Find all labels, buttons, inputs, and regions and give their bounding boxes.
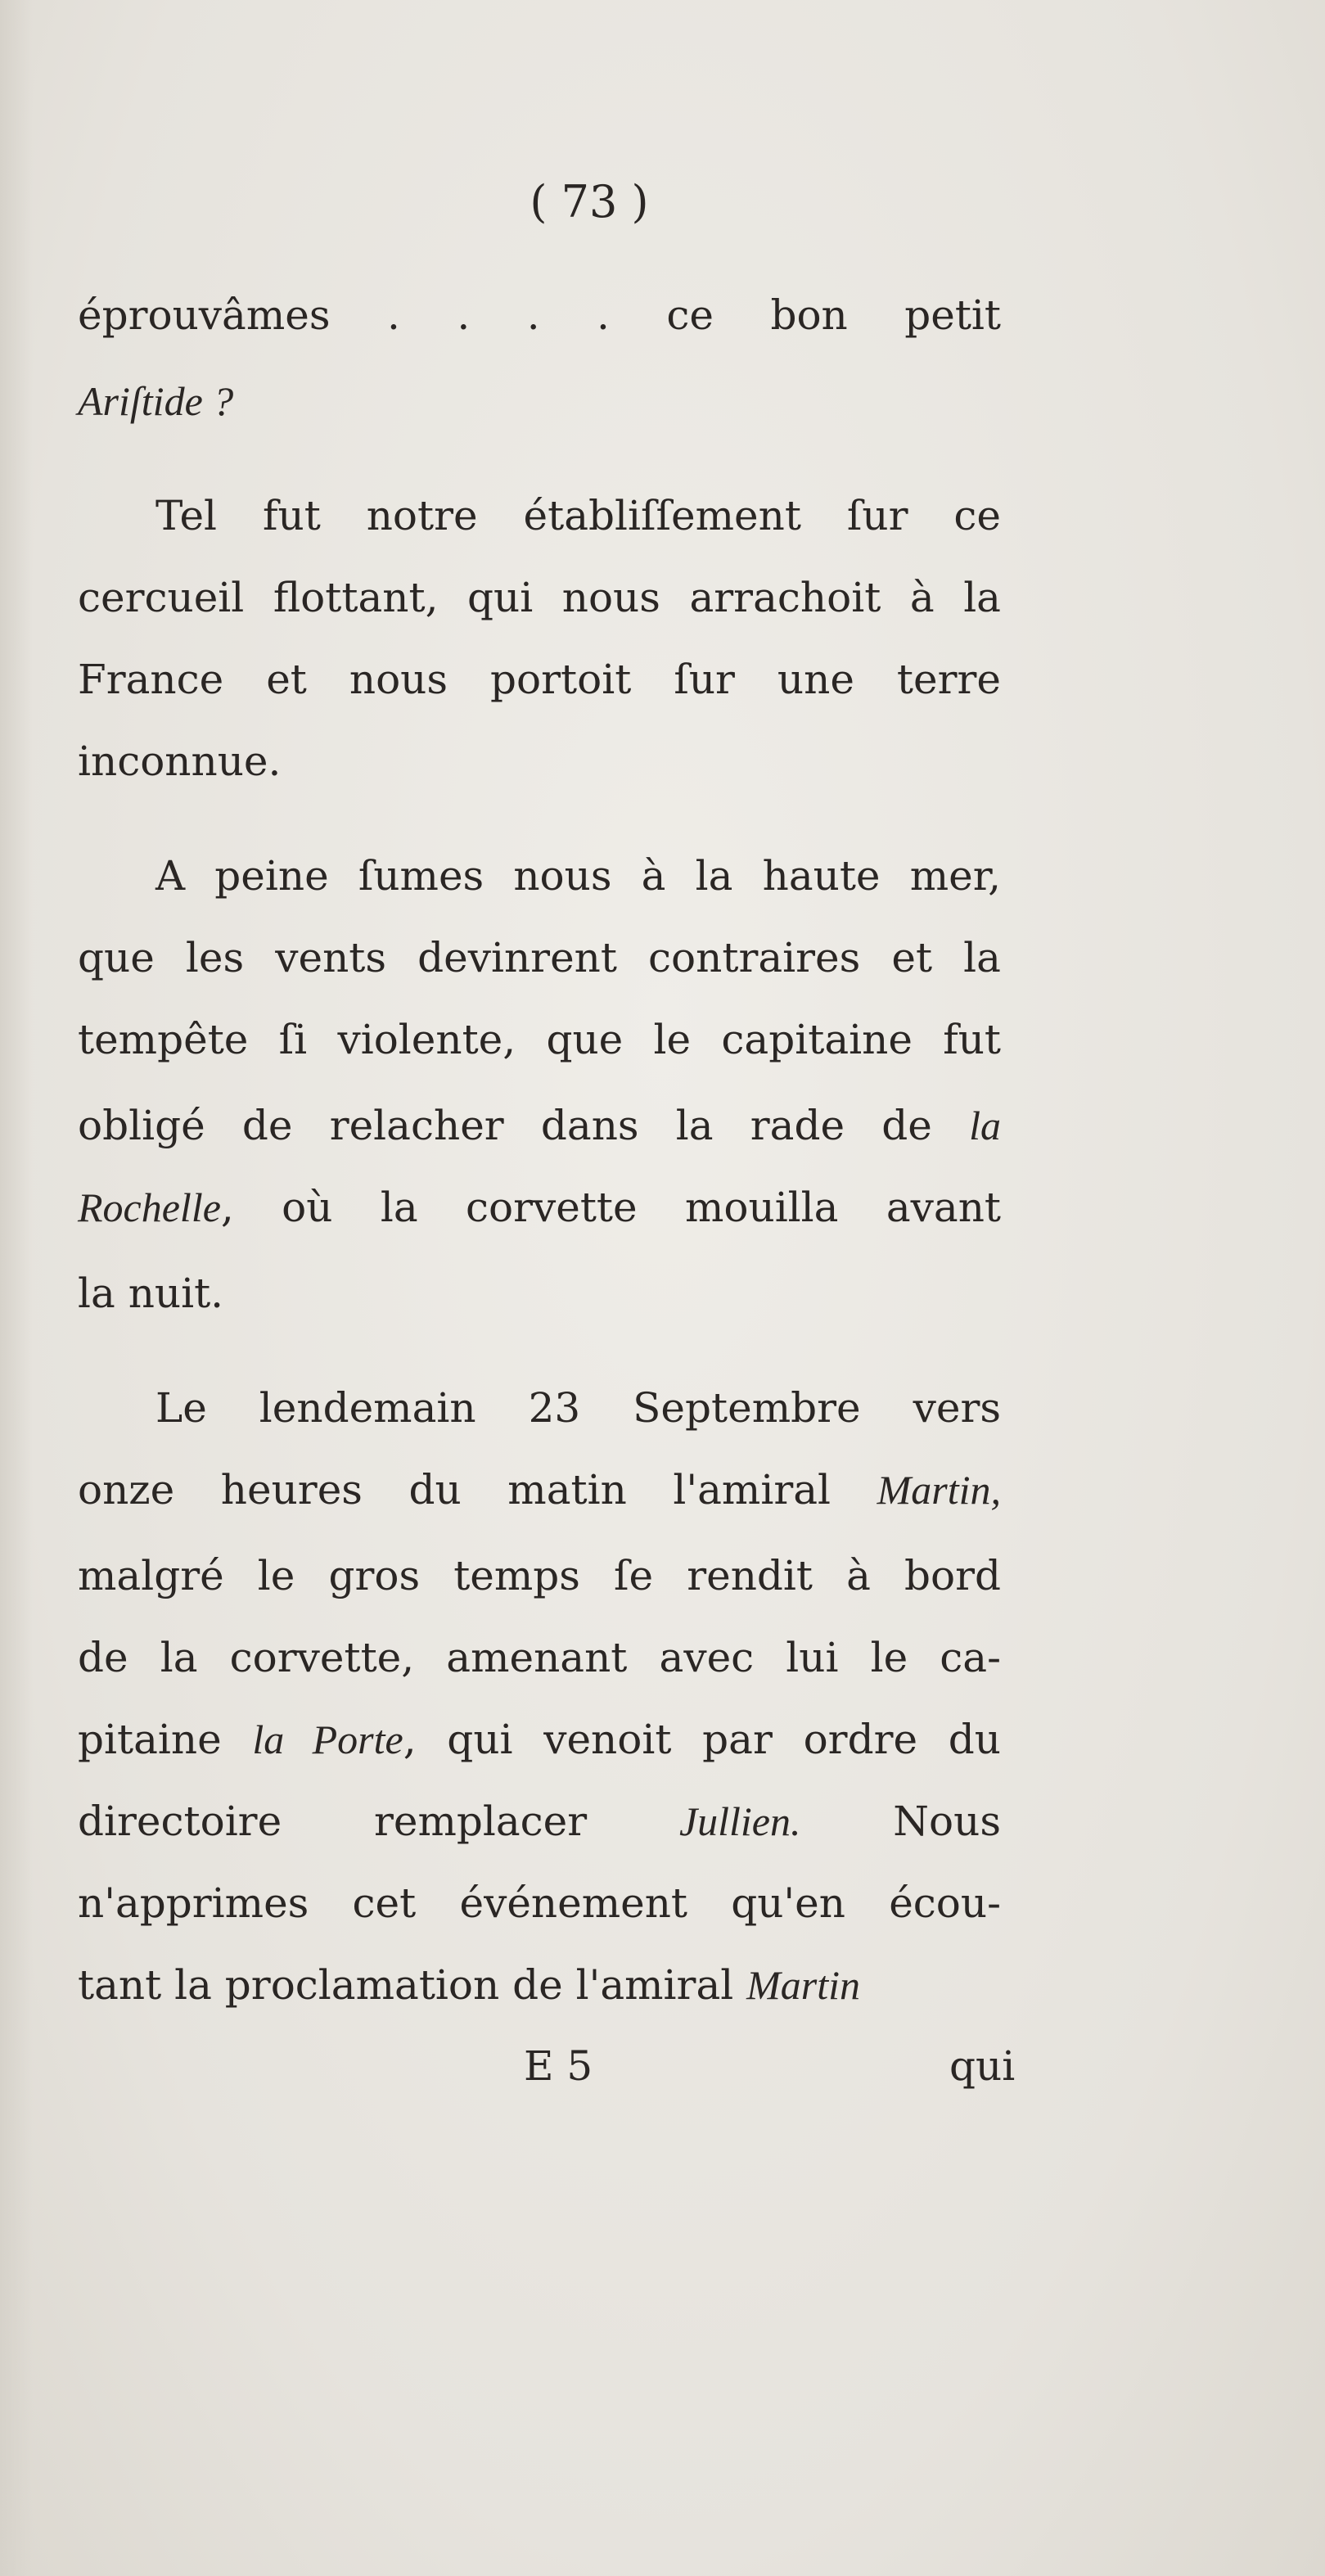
italic-text: Rochelle bbox=[78, 1184, 221, 1230]
text-segment: éprouvâmes . . . . ce bon petit bbox=[78, 291, 1001, 339]
text-line bbox=[78, 933, 1001, 982]
text-line bbox=[78, 1269, 1001, 1318]
text-line bbox=[155, 1383, 1001, 1432]
text-line bbox=[78, 1715, 1001, 1764]
text-segment: inconnue. bbox=[78, 738, 282, 785]
page-gutter-shadow bbox=[0, 0, 33, 2576]
text-line bbox=[78, 1465, 1001, 1514]
italic-text: Martin, bbox=[877, 1467, 1001, 1513]
text-line bbox=[78, 1960, 1001, 2010]
text-line bbox=[78, 1633, 1001, 1682]
text-line bbox=[78, 1183, 1001, 1232]
italic-text: la bbox=[969, 1103, 1001, 1148]
text-line bbox=[155, 491, 1001, 540]
italic-text: Jullien. bbox=[678, 1798, 801, 1844]
text-segment: pitaine bbox=[78, 1716, 253, 1763]
text-segment: la nuit. bbox=[78, 1270, 224, 1317]
catchword: qui bbox=[949, 2042, 1016, 2090]
italic-text: Martin bbox=[746, 1962, 861, 2008]
text-segment: , où la corvette mouilla avant bbox=[220, 1184, 1001, 1231]
text-line bbox=[78, 1015, 1001, 1064]
text-line bbox=[78, 737, 1001, 786]
text-segment: obligé de relacher dans la rade de bbox=[78, 1102, 970, 1149]
text-segment: Nous bbox=[800, 1798, 1001, 1845]
text-segment: n'apprimes cet événement qu'en écou- bbox=[78, 1879, 1001, 1927]
text-line bbox=[78, 1797, 1001, 1846]
text-line bbox=[78, 377, 1001, 426]
text-line bbox=[78, 1101, 1001, 1150]
text-line bbox=[78, 291, 1001, 340]
text-segment: de la corvette, amenant avec lui le ca- bbox=[78, 1634, 1001, 1681]
text-segment: tant la proclamation de l'amiral bbox=[78, 1961, 747, 2009]
italic-text: la Porte bbox=[252, 1717, 403, 1762]
text-segment: tempête ſi violente, que le capitaine fut bbox=[78, 1016, 1001, 1063]
text-segment: malgré le gros temps ſe rendit à bord bbox=[78, 1552, 1001, 1599]
text-line bbox=[155, 851, 1001, 900]
text-segment: , qui venoit par ordre du bbox=[403, 1716, 1002, 1763]
italic-text: Ariſtide ? bbox=[78, 378, 234, 424]
text-line bbox=[78, 655, 1001, 704]
text-segment: onze heures du matin l'amiral bbox=[78, 1466, 877, 1514]
text-segment: directoire remplacer bbox=[78, 1798, 679, 1845]
signature-mark: E 5 bbox=[524, 2042, 593, 2090]
text-segment: Le lendemain 23 Septembre vers bbox=[155, 1384, 1001, 1432]
text-segment: France et nous portoit ſur une terre bbox=[78, 656, 1001, 703]
text-segment: Tel fut notre établiſſement ſur ce bbox=[155, 492, 1001, 539]
page-number: ( 73 ) bbox=[530, 176, 649, 228]
text-line bbox=[78, 1879, 1001, 1928]
text-segment: que les vents devinrent contraires et la bbox=[78, 934, 1001, 981]
text-segment: cercueil flottant, qui nous arrachoit à la bbox=[78, 574, 1001, 621]
text-line bbox=[78, 573, 1001, 622]
text-segment: A peine ſumes nous à la haute mer, bbox=[155, 852, 1001, 900]
text-line bbox=[78, 1551, 1001, 1600]
